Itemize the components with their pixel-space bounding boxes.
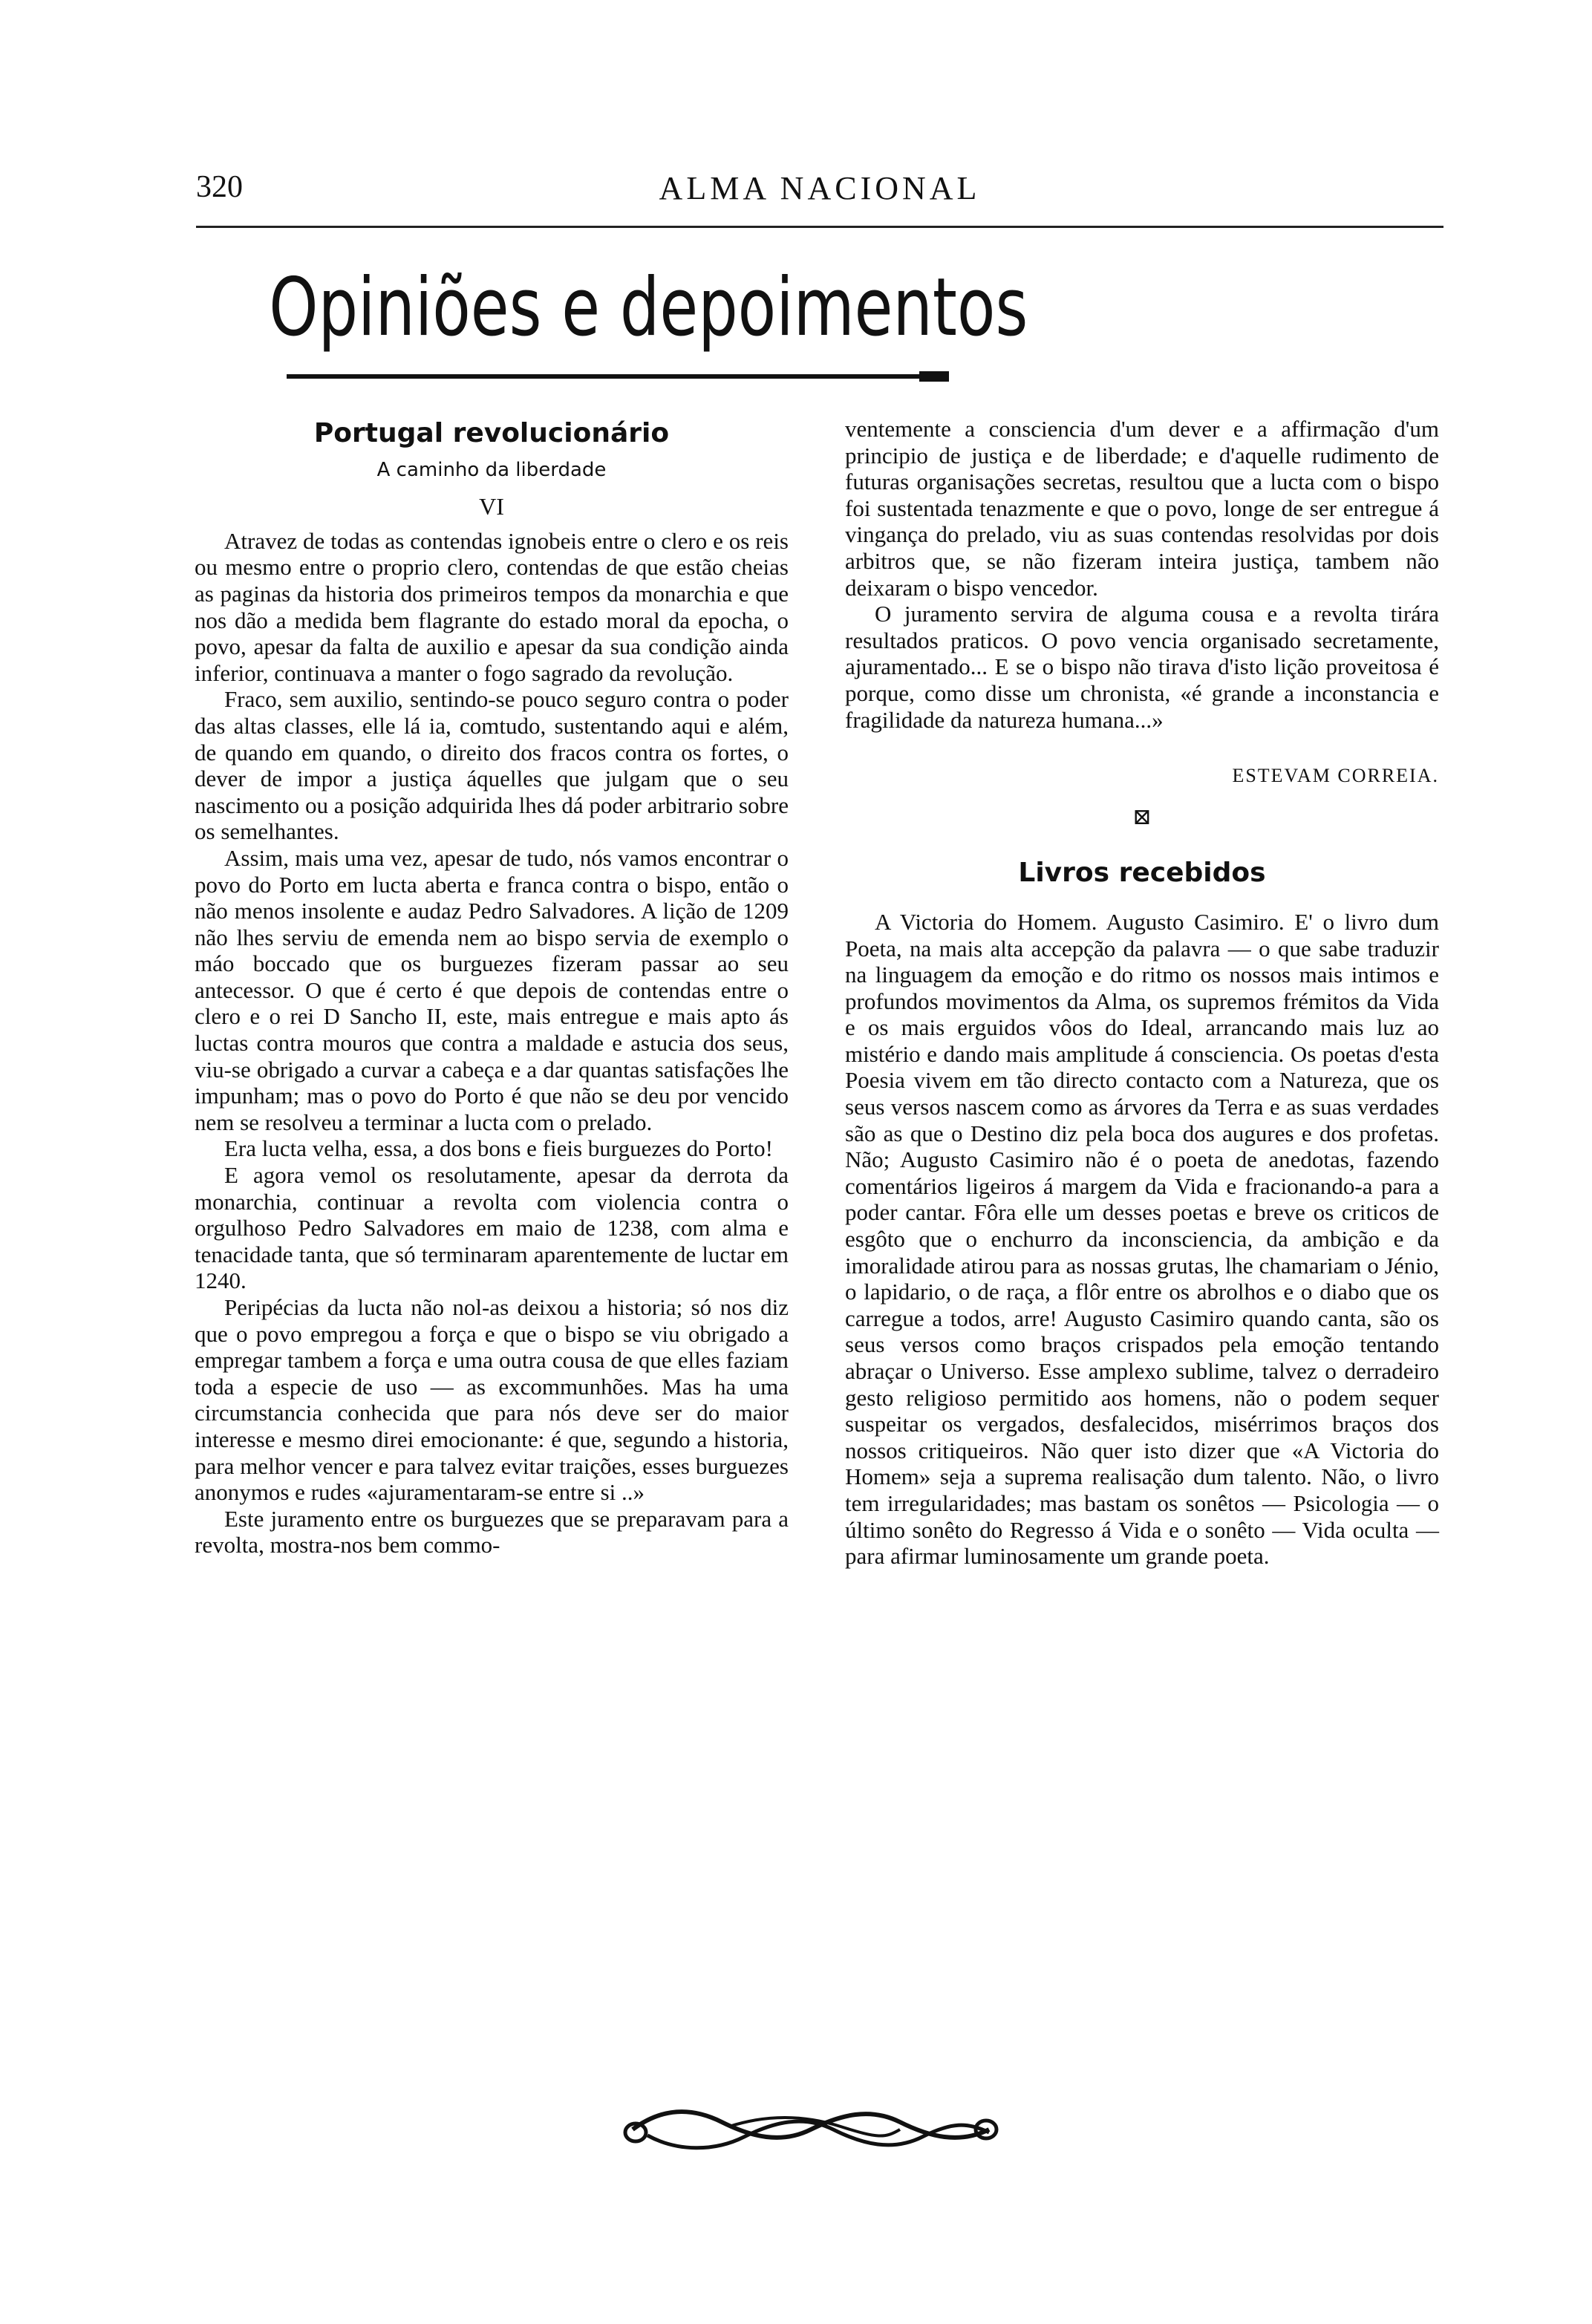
article-title: Opiniões e depoimentos [269,261,1028,354]
page-header [196,169,1443,221]
paragraph: E agora vemol os resolutamente, apesar da derrota da monarchia, continuar a revolta com violencia contra o orgulhoso Pedro Salvadores em maio de 1238, com alma e tenacidade tanta, que só terminaram aparentemente de luctar em 1240. [195,1162,789,1294]
page-number: 320 [196,170,243,204]
title-rule [287,374,947,379]
section-subtitle: A caminho da liberdade [376,458,607,481]
paragraph: ventemente a consciencia d'um dever e a affirmação d'um principio de justiça e de liberdade; e d'aquelle rudimento de futuras organisações secretas, resultou que a lucta com o bispo foi sustentada tenazmente e que o povo, longe de ser entregue á vingança do prelado, viu as suas contendas resolvidas por dois arbitros que, se não fizeram inteira justiça, tambem não deixaram o bispo vencedor. [845,416,1439,601]
divider-icon: ⊠ [1132,804,1152,829]
chapter-number: VI [479,493,504,520]
paragraph: Este juramento entre os burguezes que se preparavam para a revolta, mostra-nos bem commo- [195,1505,789,1558]
paragraph: Era lucta velha, essa, a dos bons e fieis burguezes do Porto! [224,1135,773,1162]
paragraph: Assim, mais uma vez, apesar de tudo, nós vamos encontrar o povo do Porto em lucta aberta e franca contra o bispo, então o não menos insolente e audaz Pedro Salvadores. A lição de 1209 não lhes serviu de emenda nem ao bispo servia de exemplo o máo boccado que os burguezes fizeram passar ao seu antecessor. O que é certo é que depois de contendas entre o clero e o rei D Sancho II, este, mais entregue e mais apto ás luctas contra mouros que contra a maldade e astucia dos seus, viu-se obrigado a curvar a cabeça e a dar quantas satisfações lhe impunham; mas o povo do Porto é que não se deu por vencido nem se resolveu a terminar a lucta com o prelado. [195,844,789,1135]
running-title: ALMA NACIONAL [659,170,981,206]
left-column [195,416,789,1558]
section-title-livros: Livros recebidos [1018,858,1266,889]
paragraph: Peripécias da lucta não nol-as deixou a historia; só nos diz que o povo empregou a força e que o bispo se viu obrigado a empregar tambem a força e uma outra cousa de que elles faziam toda a especie de uso — as excommunhões. Mas ha uma circumstancia conhecida que para nós deve ser do maior interesse e mesmo direi emocionante: é que, segundo a historia, para melhor vencer e para talvez evitar traições, esses burguezes anonymos e rudes «ajuramentaram-se entre si ..» [195,1294,789,1506]
flourish-ornament-icon [618,2100,1004,2159]
title-rule-end [919,371,949,382]
paragraph: Fraco, sem auxilio, sentindo-se pouco seguro contra o poder das altas classes, elle lá ia, comtudo, sustentando aqui e além, de quando em quando, o direito dos fracos contra os fortes, o dever de impor a justiça áquelles que julgam que o seu nascimento ou a posição adquirida lhes dá poder arbitrario sobre os semelhantes. [195,686,789,845]
author-signature: ESTEVAM CORREIA. [1232,765,1439,787]
paragraph: A Victoria do Homem. Augusto Casimiro. E' o livro dum Poeta, na mais alta accepção da palavra — o que sabe traduzir na linguagem da emoção e do ritmo os nossos mais intimos e profundos movimentos da Alma, os supremos frémitos da Vida e os mais erguidos vôos do Ideal, arrancando mais luz ao mistério e dando mais amplitude á consciencia. Os poetas d'esta Poesia vivem em tão directo contacto com a Natureza, que os seus versos nascem como as árvores da Terra e as suas verdades são as que o Destino diz pela boca dos augures e dos profetas. Não; Augusto Casimiro não é o poeta de anedotas, fazendo comentários ligeiros á margem da Vida e fracionando-a para a poder cantar. Fôra elle um desses poetas e breve os criticos de esgôto que o enchurro da inconsciencia, da ambição e da imoralidade atirou para as nossas grutas, lhe chamariam o Jénio, o lapidario, o de raça, a flôr entre os abrolhos e o diabo que os carregue a todos, arre! Augusto Casimiro quando canta, são os seus versos como braços crispados pela emoção tentando abraçar o Universo. Esse amplexo sublime, talvez o derradeiro gesto religioso permitido aos homens, não o podem sequer suspeitar os vergados, desfalecidos, misérrimos braços dos nossos critiqueiros. Não quer isto dizer que «A Victoria do Homem» seja a suprema realisação dum talento. Não, o livro tem irregularidades; mas bastam os sonêtos — Psicologia — o último sonêto do Regresso á Vida e o sonêto — Vida oculta — para afirmar luminosamente um grande poeta. [845,908,1439,1570]
paragraph: O juramento servira de alguma cousa e a revolta tirára resultados praticos. O povo vencia organisado secretamente, ajuramentado... E se o bispo não tirava d'isto lição proveitosa é porque, como disse um chronista, «é grande a inconstancia e fragilidade da natureza humana...» [845,601,1439,733]
header-rule [196,226,1443,228]
section-title-portugal: Portugal revolucionário [313,418,670,448]
paragraph: Atravez de todas as contendas ignobeis entre o clero e os reis ou mesmo entre o proprio clero, contendas de que estão cheias as paginas da historia dos primeiros tempos da monarchia e que nos dão a medida bem flagrante do estado moral da epocha, o povo, apesar da falta de auxilio e apesar da sua condição ainda inferior, continuava a manter o fogo sagrado da revolução. [195,527,789,686]
right-column [845,416,1439,1570]
